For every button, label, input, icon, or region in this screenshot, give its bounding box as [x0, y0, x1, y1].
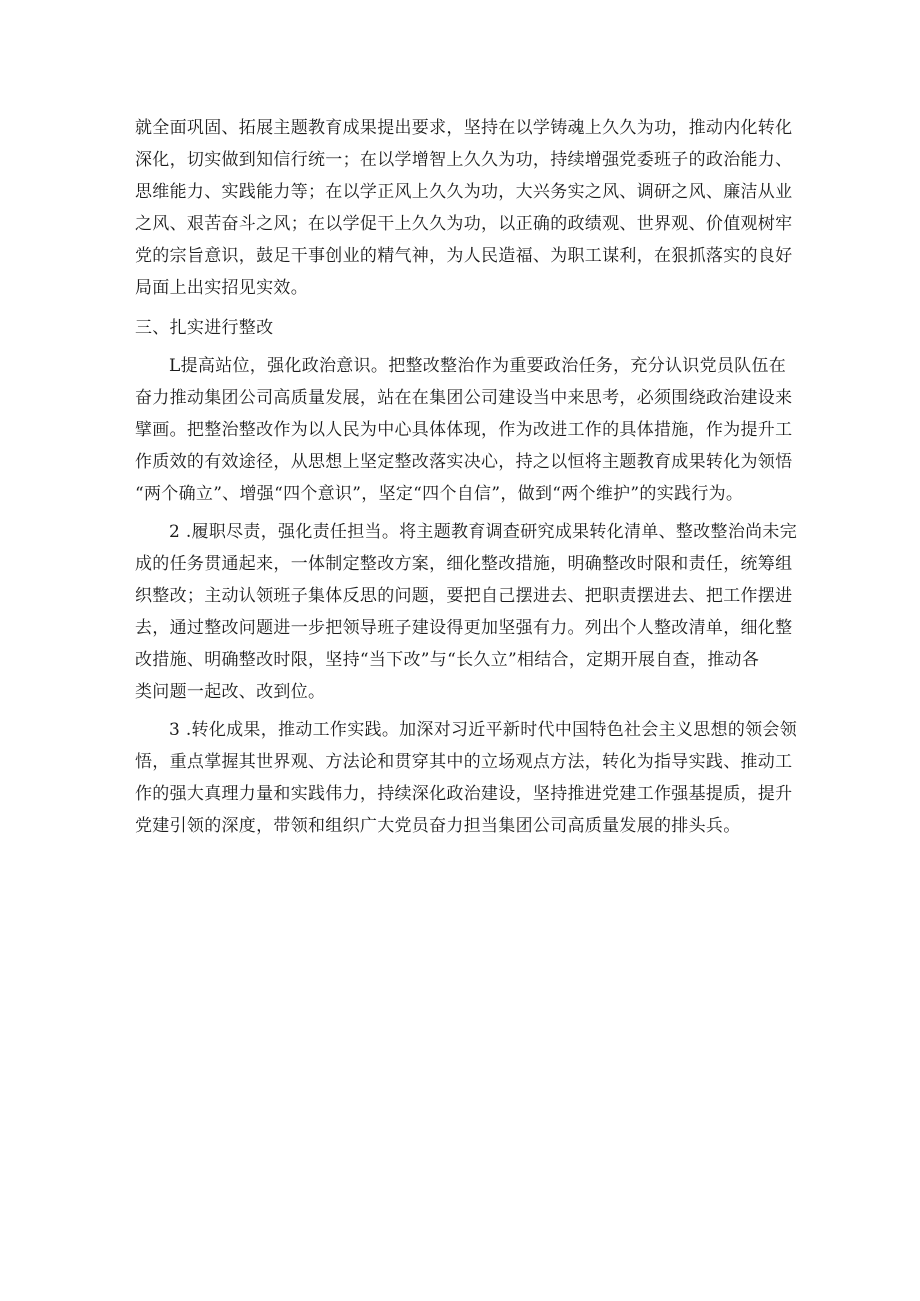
- text-line: 党的宗旨意识，鼓足干事创业的精气神，为人民造福、为职工谋利，在狠抓落实的良好: [135, 246, 793, 266]
- text-line: 就全面巩固、拓展主题教育成果提出要求，坚持在以学铸魂上久久为功，推动内化转化: [135, 118, 793, 138]
- text-line: 3 .转化成果，推动工作实践。加深对习近平新时代中国特色社会主义思想的领会领: [169, 720, 798, 740]
- paragraph-intro: [135, 112, 795, 304]
- text-line: 深化，切实做到知信行统一；在以学增智上久久为功，持续增强党委班子的政治能力、: [135, 150, 793, 170]
- text-line: L提高站位，强化政治意识。把整改整治作为重要政治任务，充分认识党员队伍在: [169, 356, 787, 376]
- text-line: 党建引领的深度，带领和组织广大党员奋力担当集团公司高质量发展的排头兵。: [135, 816, 741, 836]
- paragraph-item-3: [135, 714, 798, 842]
- text-line: 成的任务贯通起来，一体制定整改方案，细化整改措施，明确整改时限和责任，统筹组: [135, 554, 793, 574]
- paragraph-item-1: [135, 350, 795, 510]
- text-line: 2 .履职尽责，强化责任担当。将主题教育调查研究成果转化清单、整改整治尚未完: [169, 522, 798, 542]
- text-line: 作的强大真理力量和实践伟力，持续深化政治建设，坚持推进党建工作强基提质，提升: [135, 784, 793, 804]
- text-line: 去，通过整改问题进一步把领导班子建设得更加坚强有力。列出个人整改清单，细化整: [135, 618, 793, 638]
- text-line: 织整改；主动认领班子集体反思的问题，要把自己摆进去、把职责摆进去、把工作摆进: [135, 586, 793, 606]
- heading-text: 三、扎实进行整改: [135, 318, 274, 338]
- text-line: “两个确立”、增强“四个意识”，坚定“四个自信”，做到“两个维护”的实践行为。: [135, 484, 744, 504]
- document-body: [135, 112, 798, 842]
- text-line: 奋力推动集团公司高质量发展，站在在集团公司建设当中来思考，必须围绕政治建设来: [135, 388, 793, 408]
- text-line: 擘画。把整治整改作为以人民为中心具体体现，作为改进工作的具体措施，作为提升工: [135, 420, 793, 440]
- text-line: 悟，重点掌握其世界观、方法论和贯穿其中的立场观点方法，转化为指导实践、推动工: [135, 752, 793, 772]
- text-line: 之风、艰苦奋斗之风；在以学促干上久久为功，以正确的政绩观、世界观、价值观树牢: [135, 214, 793, 234]
- text-line: 作质效的有效途径，从思想上坚定整改落实决心，持之以恒将主题教育成果转化为领悟: [135, 452, 793, 472]
- paragraph-item-2: [135, 516, 798, 708]
- text-line: 思维能力、实践能力等；在以学正风上久久为功，大兴务实之风、调研之风、廉洁从业: [135, 182, 793, 202]
- section-heading: [135, 312, 795, 344]
- text-line: 局面上出实招见实效。: [135, 278, 308, 298]
- text-line: 改措施、明确整改时限，坚持“当下改”与“长久立”相结合，定期开展自查，推动各: [135, 650, 760, 670]
- text-line: 类问题一起改、改到位。: [135, 682, 326, 702]
